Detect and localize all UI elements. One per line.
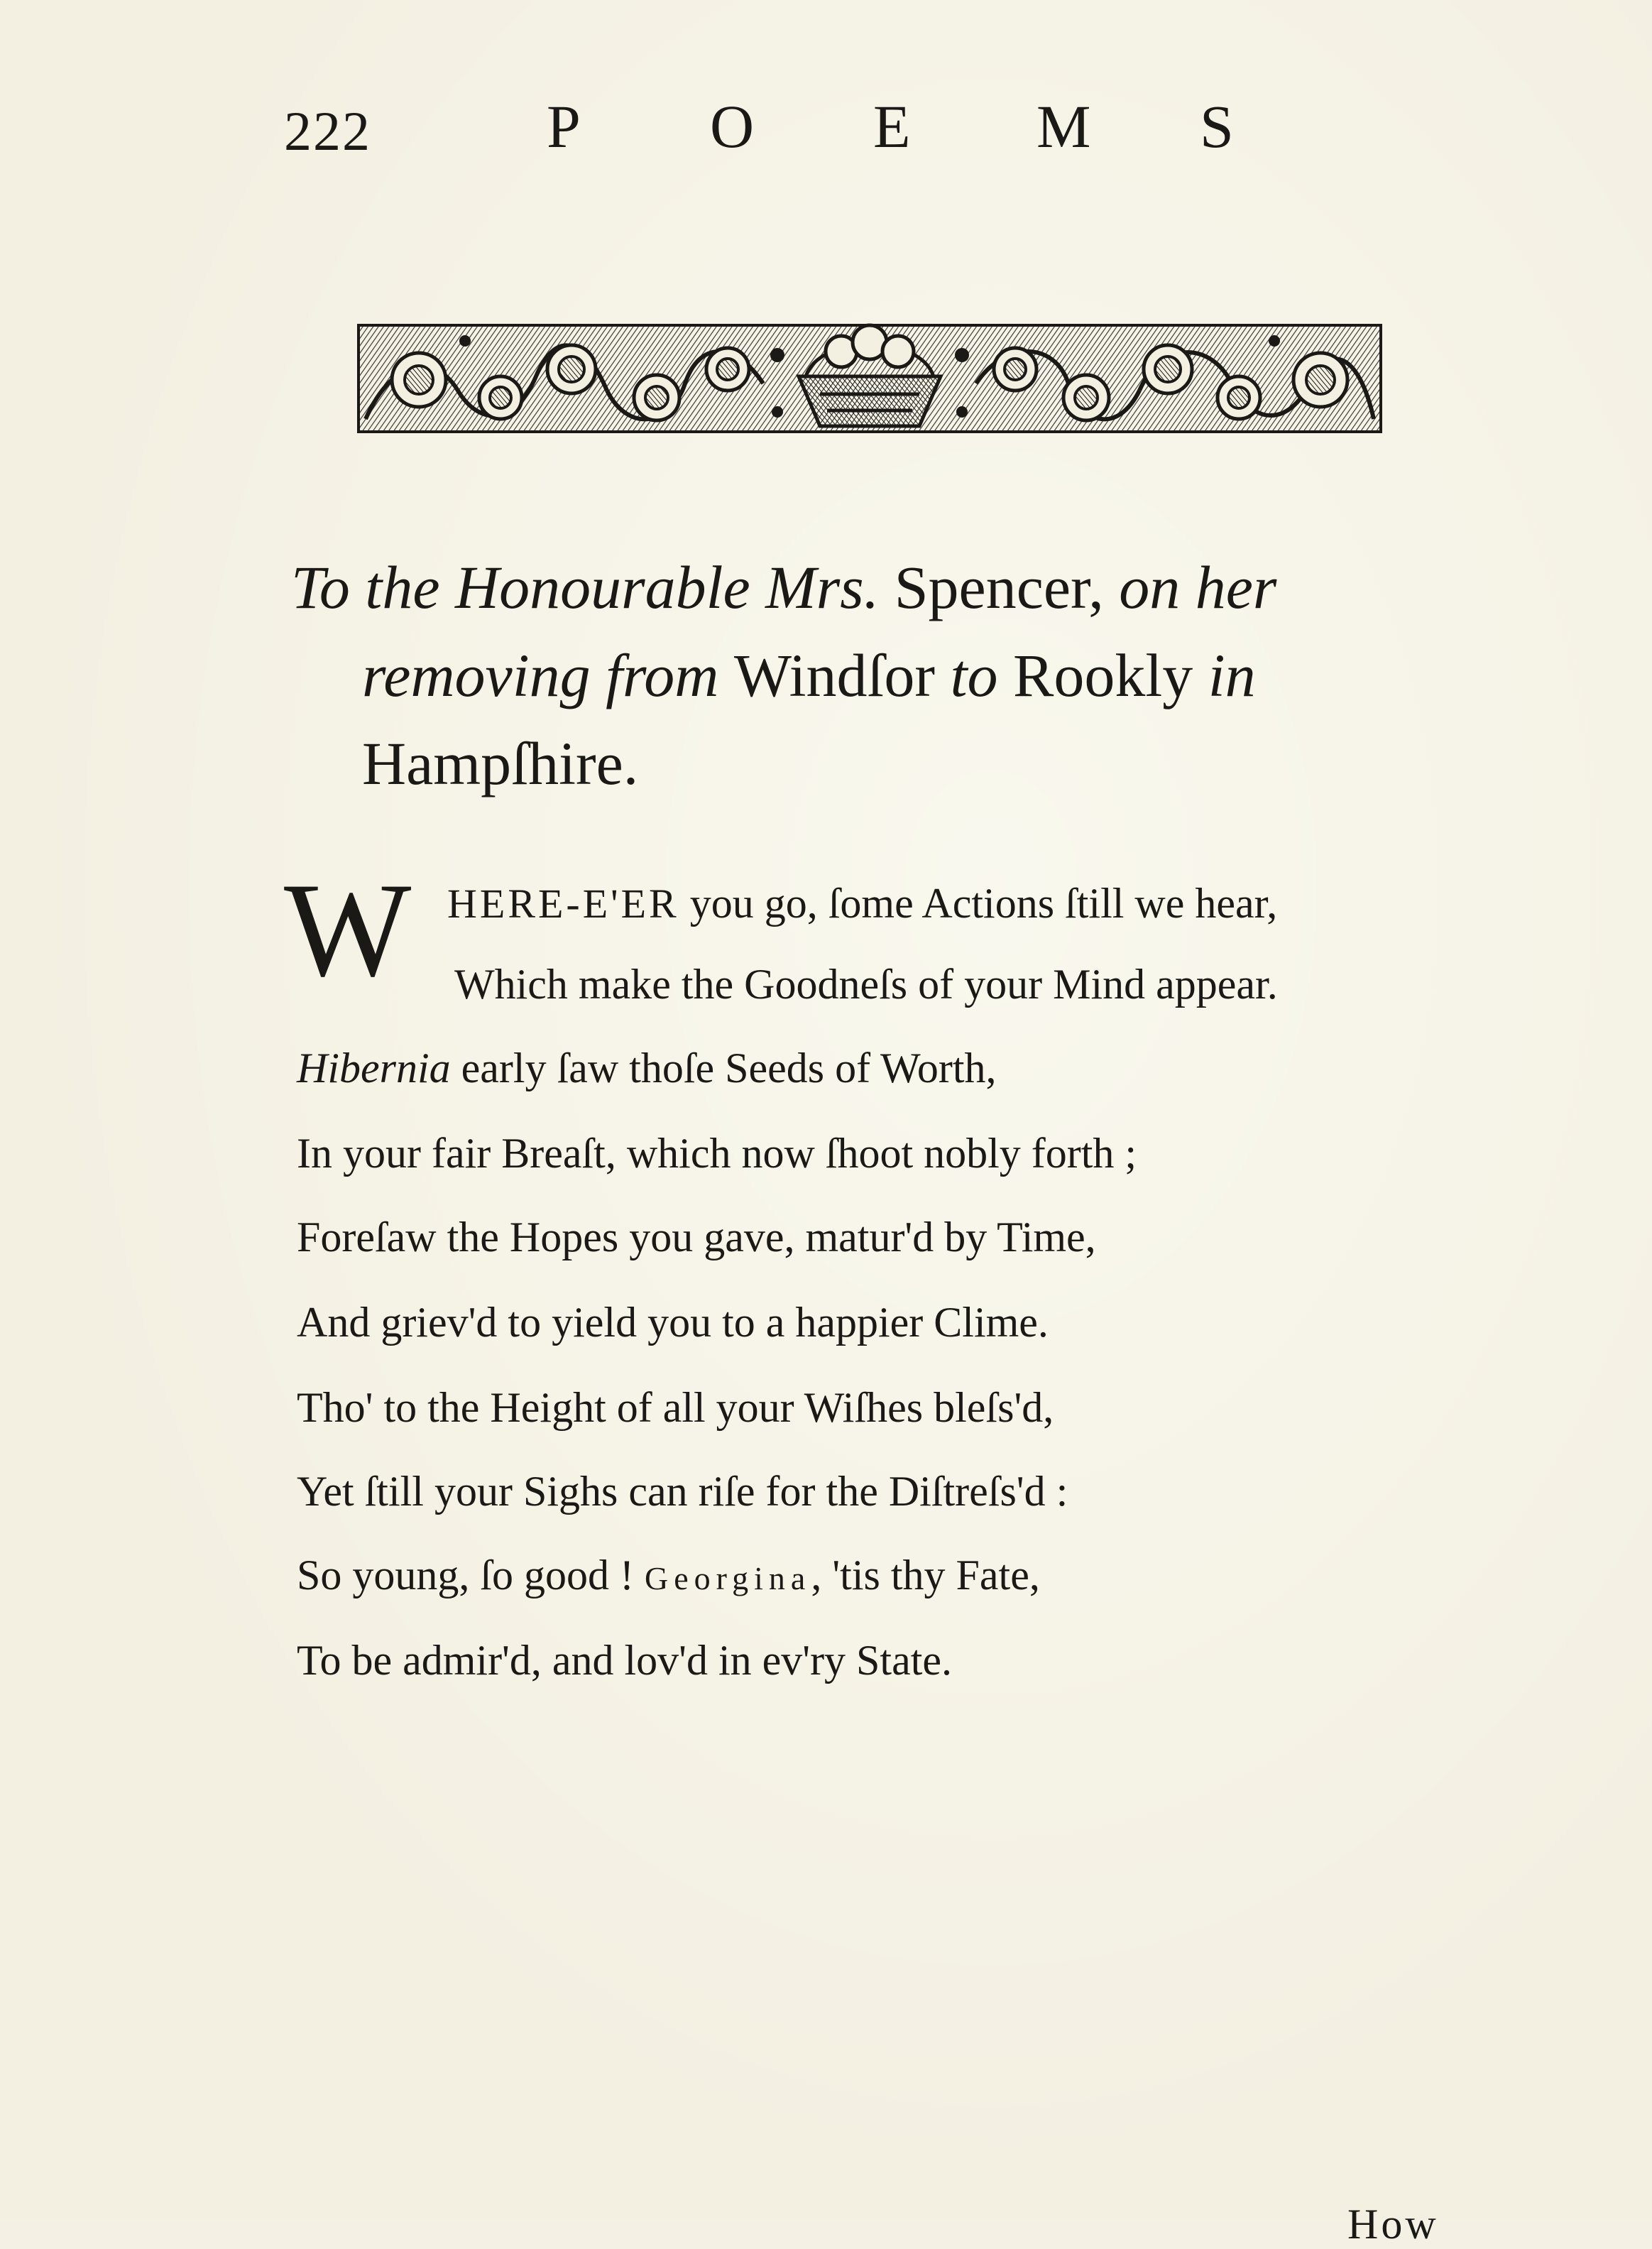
title-line-1 xyxy=(291,543,1462,631)
running-head xyxy=(547,91,1363,162)
line-text: early ſaw thoſe Seeds of Worth, xyxy=(450,1045,997,1091)
poem-line-5: Foreſaw the Hopes you gave, matur'd by Time, xyxy=(297,1214,1096,1260)
line-text: you go, ſome Actions ſtill we hear, xyxy=(679,880,1278,927)
poem-line-3 xyxy=(297,1044,1504,1093)
poem-line-8: Yet ſtill your Sighs can riſe for the Diſtreſs'd : xyxy=(297,1468,1068,1515)
title-text: removing from xyxy=(362,641,734,709)
poem-line-2: Which make the Goodneſs of your Mind appear. xyxy=(454,961,1278,1008)
poem-line-10: To be admir'd, and lov'd in ev'ry State. xyxy=(297,1637,953,1684)
title-text: To the Honourable Mrs. xyxy=(291,553,895,621)
running-head-letter: O xyxy=(710,92,755,160)
line-italic-word: Hibernia xyxy=(297,1045,451,1091)
title-line-2 xyxy=(291,631,1462,719)
small-caps-name: Georgina xyxy=(645,1560,811,1596)
running-head-letter: P xyxy=(547,92,581,160)
title-line-3: Hampſhire. xyxy=(362,729,639,797)
poem-line-9 xyxy=(297,1551,1504,1600)
running-head-letter: M xyxy=(1036,92,1091,160)
poem-line-6: And griev'd to yield you to a happier Clime. xyxy=(297,1299,1049,1346)
running-head-letter: E xyxy=(873,92,911,160)
title-place: Windſor xyxy=(733,641,936,709)
poem-line-7: Tho' to the Height of all your Wiſhes bleſs'd, xyxy=(297,1384,1054,1431)
running-head-letter: S xyxy=(1200,92,1234,160)
poem-line-4: In your fair Breaſt, which now ſhoot nobly forth ; xyxy=(297,1130,1137,1177)
title-name: Spencer, xyxy=(894,553,1104,621)
poem-line-1 xyxy=(447,879,1277,928)
title-text: on her xyxy=(1103,553,1277,621)
title-text: in xyxy=(1193,641,1256,709)
drop-cap: W xyxy=(284,856,412,1005)
line-text: So young, ſo good ! xyxy=(297,1552,645,1599)
title-place: Rookly xyxy=(1012,641,1193,709)
line-opening-caps: HERE-E'ER xyxy=(447,881,679,927)
page-number: 222 xyxy=(284,100,371,162)
ornamental-headpiece xyxy=(351,312,1388,447)
line-text: , 'tis thy Fate, xyxy=(811,1552,1040,1599)
title-text: to xyxy=(935,641,1013,709)
poem-title xyxy=(291,543,1462,807)
catchword: How xyxy=(1347,2201,1439,2248)
